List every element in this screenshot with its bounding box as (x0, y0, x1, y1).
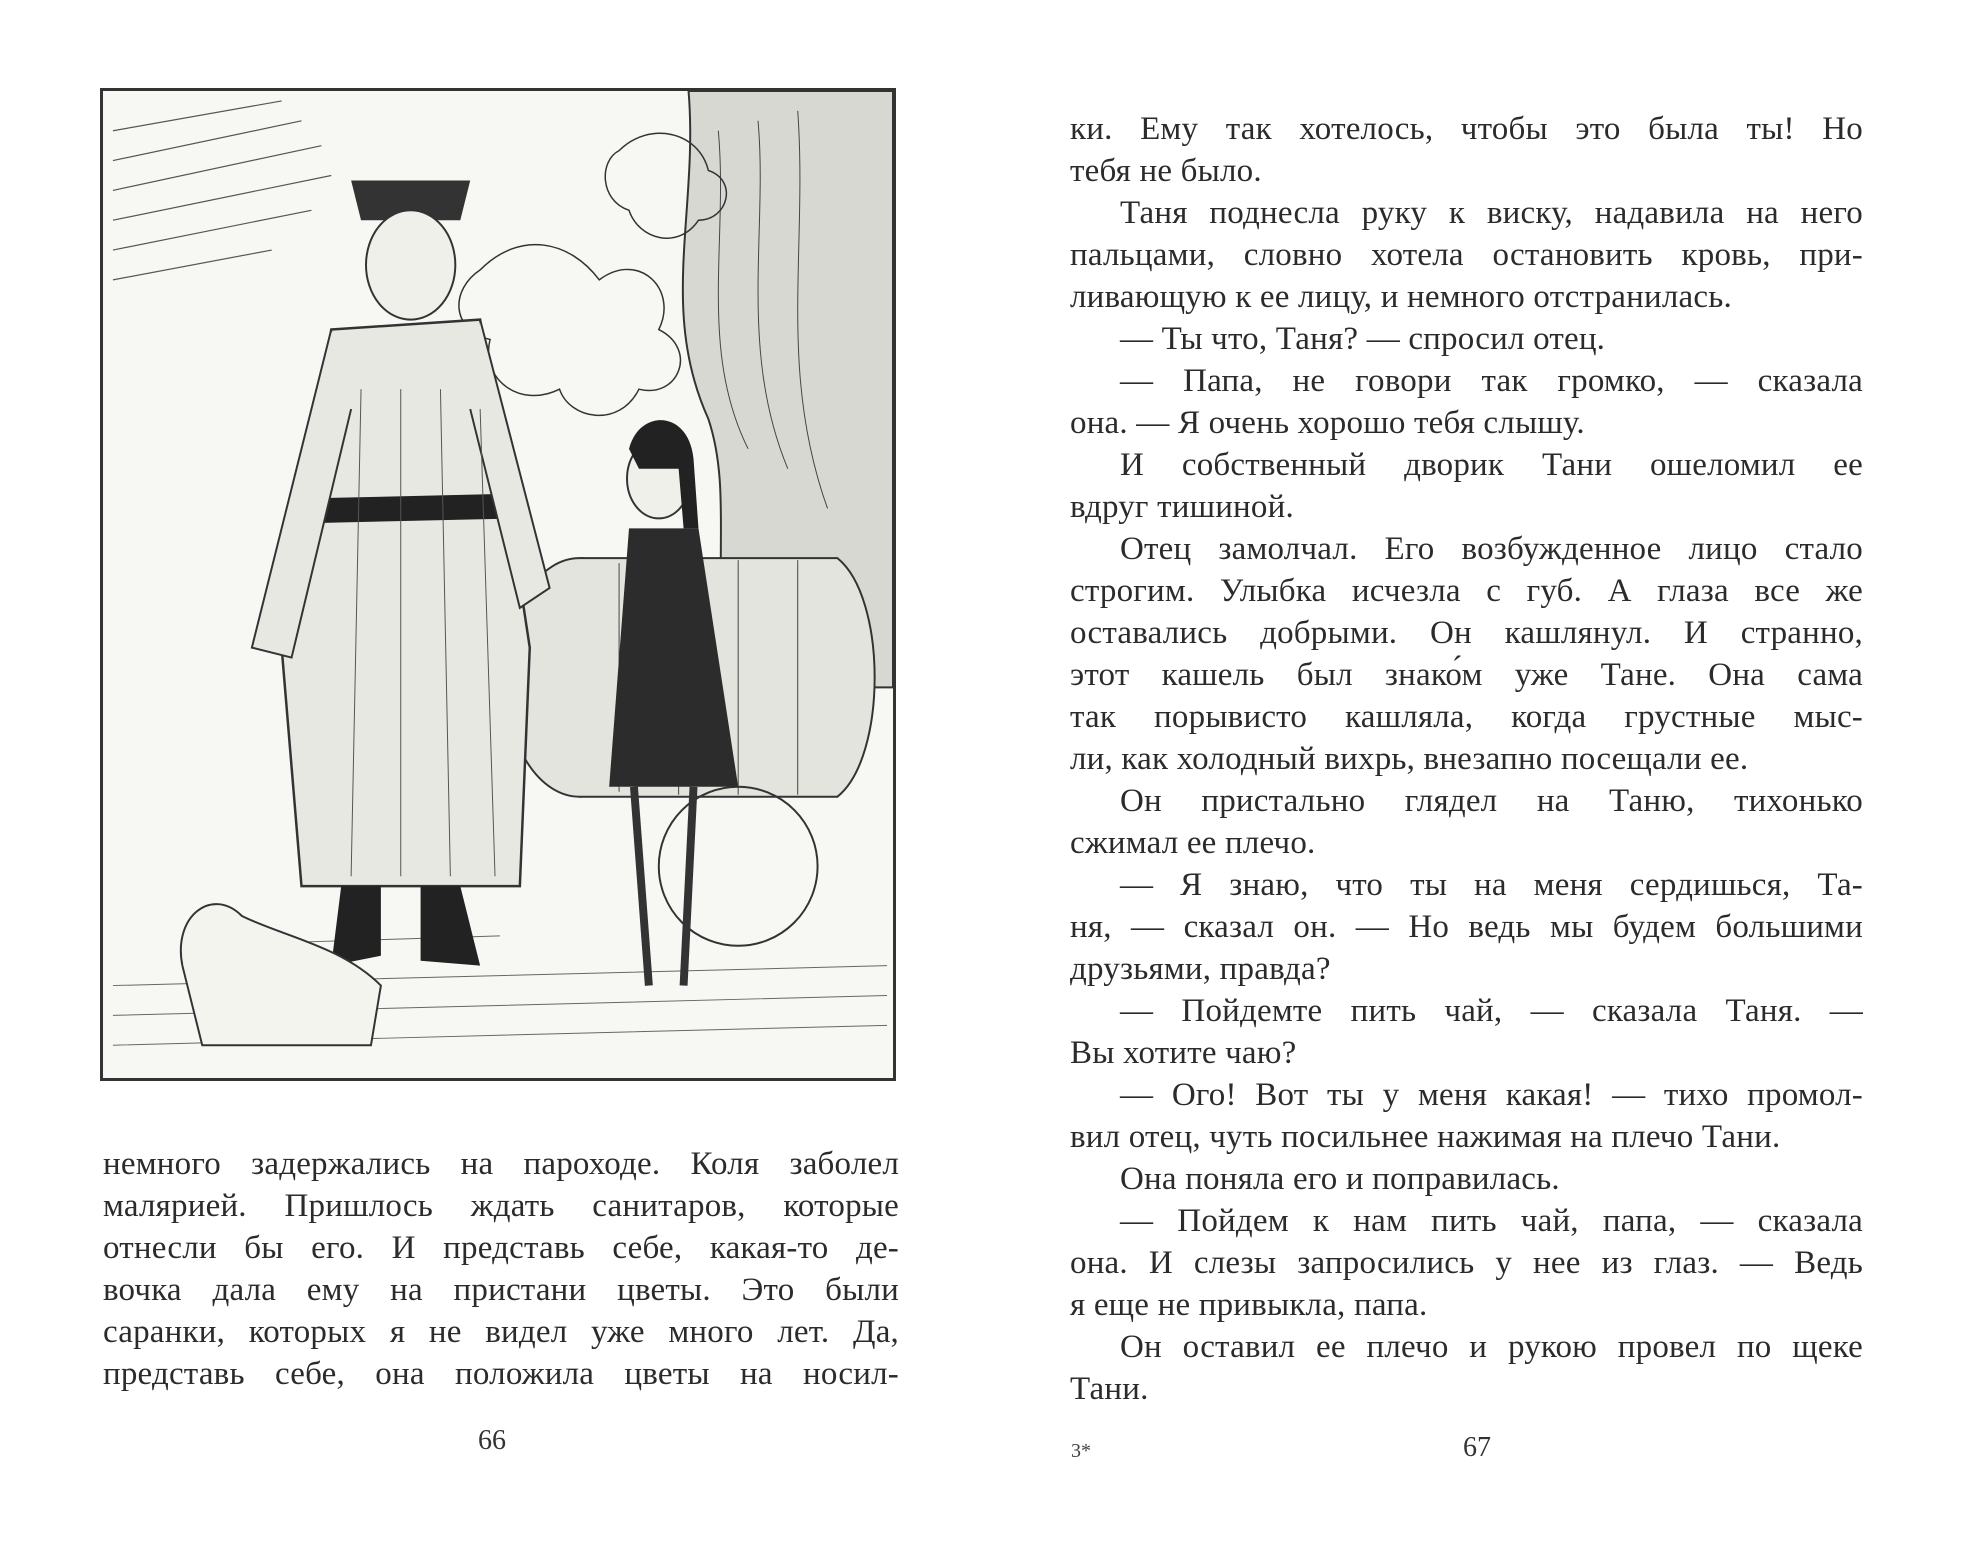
right-page-text (1070, 108, 1863, 1410)
text-line: сжимал ее плечо. (1070, 825, 1316, 861)
text-line: я еще не привыкла, папа. (1070, 1287, 1428, 1323)
text-line: Он пристально глядел на Таню, тихонько (1120, 783, 1863, 819)
text-line: оставались добрыми. Он кашлянул. И странно, (1070, 615, 1863, 651)
text-line: малярией. Пришлось ждать санитаров, которые (103, 1188, 899, 1224)
text-line: саранки, которых я не видел уже много лет. Да, (103, 1314, 899, 1350)
text-line: вочка дала ему на пристани цветы. Это были (103, 1272, 899, 1308)
text-line: Он оставил ее плечо и рукою провел по щеке (1120, 1329, 1863, 1365)
text-line: этот кашель был знако́м уже Тане. Она сама (1070, 657, 1863, 693)
right-page (985, 0, 1971, 1561)
text-line: Таня поднесла руку к виску, надавила на него (1120, 195, 1863, 231)
text-line: Тани. (1070, 1371, 1149, 1407)
page-number: 67 (1463, 1432, 1491, 1463)
text-line: она. И слезы запросились у нее из глаз. — Ведь (1070, 1245, 1863, 1281)
text-line: Она поняла его и поправилась. (1120, 1161, 1560, 1197)
left-page (0, 0, 985, 1561)
text-line: — Пойдемте пить чай, — сказала Таня. — (1120, 993, 1863, 1029)
text-line: — Я знаю, что ты на меня сердишься, Та- (1120, 867, 1863, 903)
text-line: ли, как холодный вихрь, внезапно посещали ее. (1070, 741, 1749, 777)
text-line: — Пойдем к нам пить чай, папа, — сказала (1120, 1203, 1863, 1239)
text-line: друзьями, правда? (1070, 951, 1331, 987)
text-line: тебя не было. (1070, 153, 1262, 189)
text-line: И собственный дворик Тани ошеломил ее (1120, 447, 1863, 483)
text-line: представь себе, она положила цветы на носил- (103, 1356, 899, 1392)
text-line: строгим. Улыбка исчезла с губ. А глаза все же (1070, 573, 1863, 609)
text-line: — Ты что, Таня? — спросил отец. (1120, 321, 1606, 357)
text-line: немного задержались на пароходе. Коля заболел (103, 1146, 899, 1182)
text-line: — Ого! Вот ты у меня какая! — тихо промол- (1120, 1077, 1863, 1113)
signature-mark: 3* (1071, 1440, 1091, 1462)
text-line: Вы хотите чаю? (1070, 1035, 1297, 1071)
illustration-officer-and-girl (100, 88, 896, 1081)
text-line: она. — Я очень хорошо тебя слышу. (1070, 405, 1585, 441)
text-line: пальцами, словно хотела остановить кровь, при- (1070, 237, 1863, 273)
left-page-text (103, 1143, 899, 1395)
page-number: 66 (478, 1425, 506, 1456)
text-line: Отец замолчал. Его возбужденное лицо стало (1120, 531, 1863, 567)
text-line: ливающую к ее лицу, и немного отстранилась. (1070, 279, 1732, 315)
text-line: так порывисто кашляла, когда грустные мыс- (1070, 699, 1863, 735)
illustration-drawing (103, 91, 893, 1078)
text-line: — Папа, не говори так громко, — сказала (1120, 363, 1863, 399)
text-line: ня, — сказал он. — Но ведь мы будем большими (1070, 909, 1863, 945)
text-line: отнесли бы его. И представь себе, какая-то де- (103, 1230, 899, 1266)
text-line: вдруг тишиной. (1070, 489, 1294, 525)
text-line: ки. Ему так хотелось, чтобы это была ты! Но (1070, 111, 1863, 147)
text-line: вил отец, чуть посильнее нажимая на плечо Тани. (1070, 1119, 1781, 1155)
